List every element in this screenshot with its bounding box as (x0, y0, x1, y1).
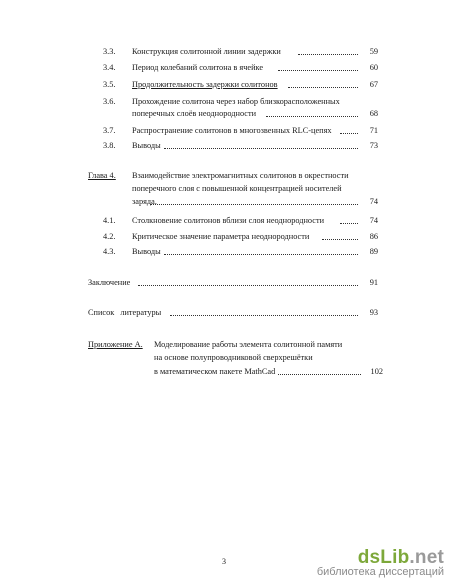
toc-leader (138, 285, 358, 286)
toc-entry-number: 4.2. (103, 232, 116, 241)
watermark-logo-a: dsLib (357, 547, 410, 568)
toc-entry-title: Продолжительность задержки солитонов (132, 80, 278, 89)
toc-entry-3-5 (88, 79, 378, 91)
toc-entry-number: 4.1. (103, 216, 116, 225)
toc-leader (164, 254, 358, 255)
toc-entry-title: Прохождение солитона через набор близкорасположенных (132, 97, 340, 106)
toc-leader (278, 70, 358, 71)
toc-leader (150, 204, 358, 205)
toc-leader (298, 54, 358, 55)
toc-entry-number: 3.3. (103, 47, 116, 56)
toc-entry-number: 3.4. (103, 63, 116, 72)
toc-entry-page: 74 (369, 197, 378, 206)
toc-leader (266, 116, 358, 117)
toc-entry-3-3 (88, 46, 378, 58)
toc-entry-3-7 (88, 125, 378, 137)
toc-entry-4-3 (88, 246, 378, 258)
toc-leader (164, 148, 358, 149)
toc-leader (340, 223, 358, 224)
toc-leader (340, 133, 358, 134)
toc-entry-number: 3.5. (103, 80, 116, 89)
toc-entry-3-4 (88, 62, 378, 74)
toc-entry-title: Конструкция солитонной линии задержки (132, 47, 281, 56)
toc-entry-number: Приложение А. (88, 340, 143, 349)
watermark (317, 547, 444, 578)
toc-entry-title-cont: поперечного слоя с повышенной концентрацией носителей (132, 184, 342, 193)
toc-entry-title: Заключение (88, 278, 131, 287)
toc-entry-number: 4.3. (103, 247, 116, 256)
toc-entry-title-cont: заряда. (132, 197, 157, 206)
toc-entry-page: 59 (369, 47, 378, 56)
toc-entry-title: Распространение солитонов в многозвенных RLC-цепях (132, 126, 332, 135)
toc-entry-number: 3.8. (103, 141, 116, 150)
toc-entry-3-8 (88, 140, 378, 152)
toc-entry-chapter-4 (88, 170, 378, 208)
toc-entry-conclusion (88, 277, 378, 289)
toc-entry-page: 102 (370, 367, 383, 376)
toc-leader (288, 87, 358, 88)
toc-entry-title: Критическое значение параметра неоднородности (132, 232, 310, 241)
watermark-subtitle: библиотека диссертаций (316, 566, 444, 578)
toc-entry-title: Период колебаний солитона в ячейке (132, 63, 264, 72)
toc-entry-title: Список литературы (88, 308, 162, 317)
toc-entry-page: 93 (369, 308, 378, 317)
toc-entry-title: Взаимодействие электромагнитных солитонов в окрестности (132, 171, 349, 180)
toc-entry-number: 3.6. (103, 97, 116, 106)
toc-entry-page: 91 (369, 278, 378, 287)
watermark-logo-b: .net (409, 547, 444, 568)
toc-entry-page: 71 (369, 126, 378, 135)
toc-entry-page: 86 (369, 232, 378, 241)
toc-leader (170, 315, 358, 316)
toc-entry-references (88, 307, 378, 319)
toc-leader (322, 239, 358, 240)
toc-entry-number: 3.7. (103, 126, 116, 135)
toc-entry-page: 67 (369, 80, 378, 89)
toc-leader (278, 374, 361, 375)
toc-entry-appendix-a (88, 339, 383, 379)
toc-entry-title-cont: поперечных слоёв неоднородности (132, 109, 257, 118)
toc-entry-page: 68 (369, 109, 378, 118)
page-number: 3 (222, 557, 226, 566)
toc-entry-title: Выводы (132, 141, 161, 150)
toc-entry-4-1 (88, 215, 378, 227)
toc-entry-page: 74 (369, 216, 378, 225)
toc-entry-title-cont: в математическом пакете MathCad (154, 367, 276, 376)
toc-entry-title-cont: на основе полупроводниковой сверхрешётки (154, 353, 313, 362)
toc-entry-title: Моделирование работы элемента солитонной памяти (154, 340, 343, 349)
toc-entry-3-6 (88, 96, 378, 120)
toc-entry-page: 89 (369, 247, 378, 256)
toc-entry-title: Выводы (132, 247, 161, 256)
toc-entry-title: Столкновение солитонов вблизи слоя неоднородности (132, 216, 325, 225)
toc-entry-page: 60 (369, 63, 378, 72)
toc-entry-number: Глава 4. (88, 171, 116, 180)
toc-entry-page: 73 (369, 141, 378, 150)
toc-entry-4-2 (88, 231, 378, 243)
